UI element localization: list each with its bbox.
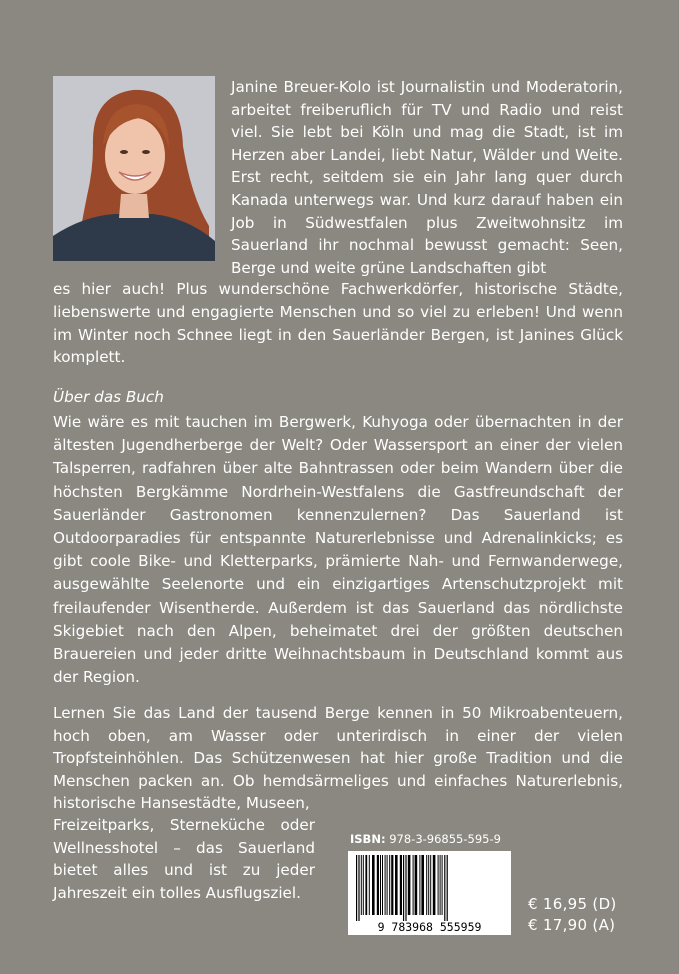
barcode-bar [419,855,420,915]
barcode-bar [413,855,414,915]
barcode-bar [372,855,375,915]
barcode-bar [403,855,404,921]
barcode-bar [356,855,357,921]
barcode-bar [426,855,427,915]
book-description-text: Wie wäre es mit tauchen im Bergwerk, Kuhyoga oder übernachten in der ältesten Jugendherberge der Welt? Oder Wassersport an einer der vielen Talsperren, radfahren über alte Bahntrassen oder beim Wandern über die höchsten Bergkämme Nordrhein-Westfalens die Gastfreundschaft der Sauerländer Gastronomen kennenzulernen? Das Sauerland ist Outdoorparadies für entspannte Naturerlebnisse und Adrenalinkicks; es gibt coole Bike- und Kletterparks, prämierte Nah- und Fernwanderwege, ausgewählte Seelenorte und ein einzigartiges Artenschutzprojekt mit freilaufender Wisentherde. Außerdem ist das Sauerland das nördlichste Skigebiet nach den Alpen, beheimatet drei der größten deutschen Brauereien und jeder dritte Weihnachtsbaum in Deutschland kommt aus der Region. [53,413,623,687]
barcode-bar [380,855,381,915]
barcode-bars [356,855,448,921]
isbn-label: ISBN: [350,832,386,846]
author-bio-rest [53,278,623,369]
barcode [348,851,511,935]
barcode-bar [389,855,390,915]
barcode-bar [377,855,379,915]
barcode-bar [361,855,362,915]
barcode-bar [430,855,431,915]
barcode-bar [363,855,364,915]
price-germany: € 16,95 (D) [528,895,617,913]
barcode-bar [400,855,402,915]
price-austria: € 17,90 (A) [528,916,616,934]
barcode-bar [369,855,370,915]
book-lernen-paragraph [53,702,623,815]
barcode-bar [428,855,429,915]
author-bio-top-text: Janine Breuer-Kolo ist Journalistin und Moderatorin, arbeitet freiberuflich für TV und Radio und reist viel. Sie lebt bei Köln und mag die Stadt, ist im Herzen aber Landei, liebt Natur, Wälder und Weite. Erst recht, seitdem sie ein Jahr lang quer durch Kanada unterwegs war. Und kurz darauf haben ein Job in Südwestfalen plus Zweitwohnsitz im Sauerland ihr nochmal bewusst gemacht: Seen, Berge und weite grüne Landschaften gibt [231,78,623,277]
barcode-bar [358,855,359,921]
barcode-bar [433,855,436,915]
barcode-bar [395,855,398,915]
barcode-digits: 9 783968 555959 [377,920,482,934]
barcode-bar [408,855,411,915]
book-lernen-tail [53,814,315,904]
barcode-bar [440,855,441,915]
isbn-number: 978-3-96855-595-9 [389,832,501,846]
barcode-bar [387,855,388,915]
book-lernen-tail-text: Freizeitparks, Sterneküche oder Wellnesshotel – das Sauerland bietet alles und ist zu jeder Jahreszeit ein tolles Ausflugsziel. [53,816,315,902]
isbn-line [350,832,501,846]
barcode-bar [438,855,439,915]
barcode-bar [391,855,393,915]
barcode-bar [447,855,448,921]
book-heading: Über das Buch [53,388,164,406]
author-photo [53,76,215,261]
barcode-bar [421,855,424,915]
author-bio-rest-text: es hier auch! Plus wunderschöne Fachwerkdörfer, historische Städte, liebenswerte und engagierte Menschen und so viel zu erleben! Und wenn im Winter noch Schnee liegt in den Sauerländer Bergen, ist Janines Glück komplett. [53,280,623,367]
barcode-bar [444,855,445,921]
barcode-bar [382,855,383,915]
barcode-bar [385,855,386,915]
book-lernen-text: Lernen Sie das Land der tausend Berge kennen in 50 Mikroabenteuern, hoch oben, am Wasser oder unterirdisch in einer der vielen Tropfsteinhöhlen. Das Schützenwesen hat hier große Tradition und die Menschen packen an. Ob hemdsärmeliges und einfaches Naturerlebnis, historische Hansestädte, Museen, [53,704,623,812]
barcode-bar [415,855,418,915]
barcode-bar [365,855,367,915]
barcode-bar [405,855,406,921]
barcode-bar [442,855,443,915]
author-bio-top [231,76,623,279]
book-description [53,411,623,689]
